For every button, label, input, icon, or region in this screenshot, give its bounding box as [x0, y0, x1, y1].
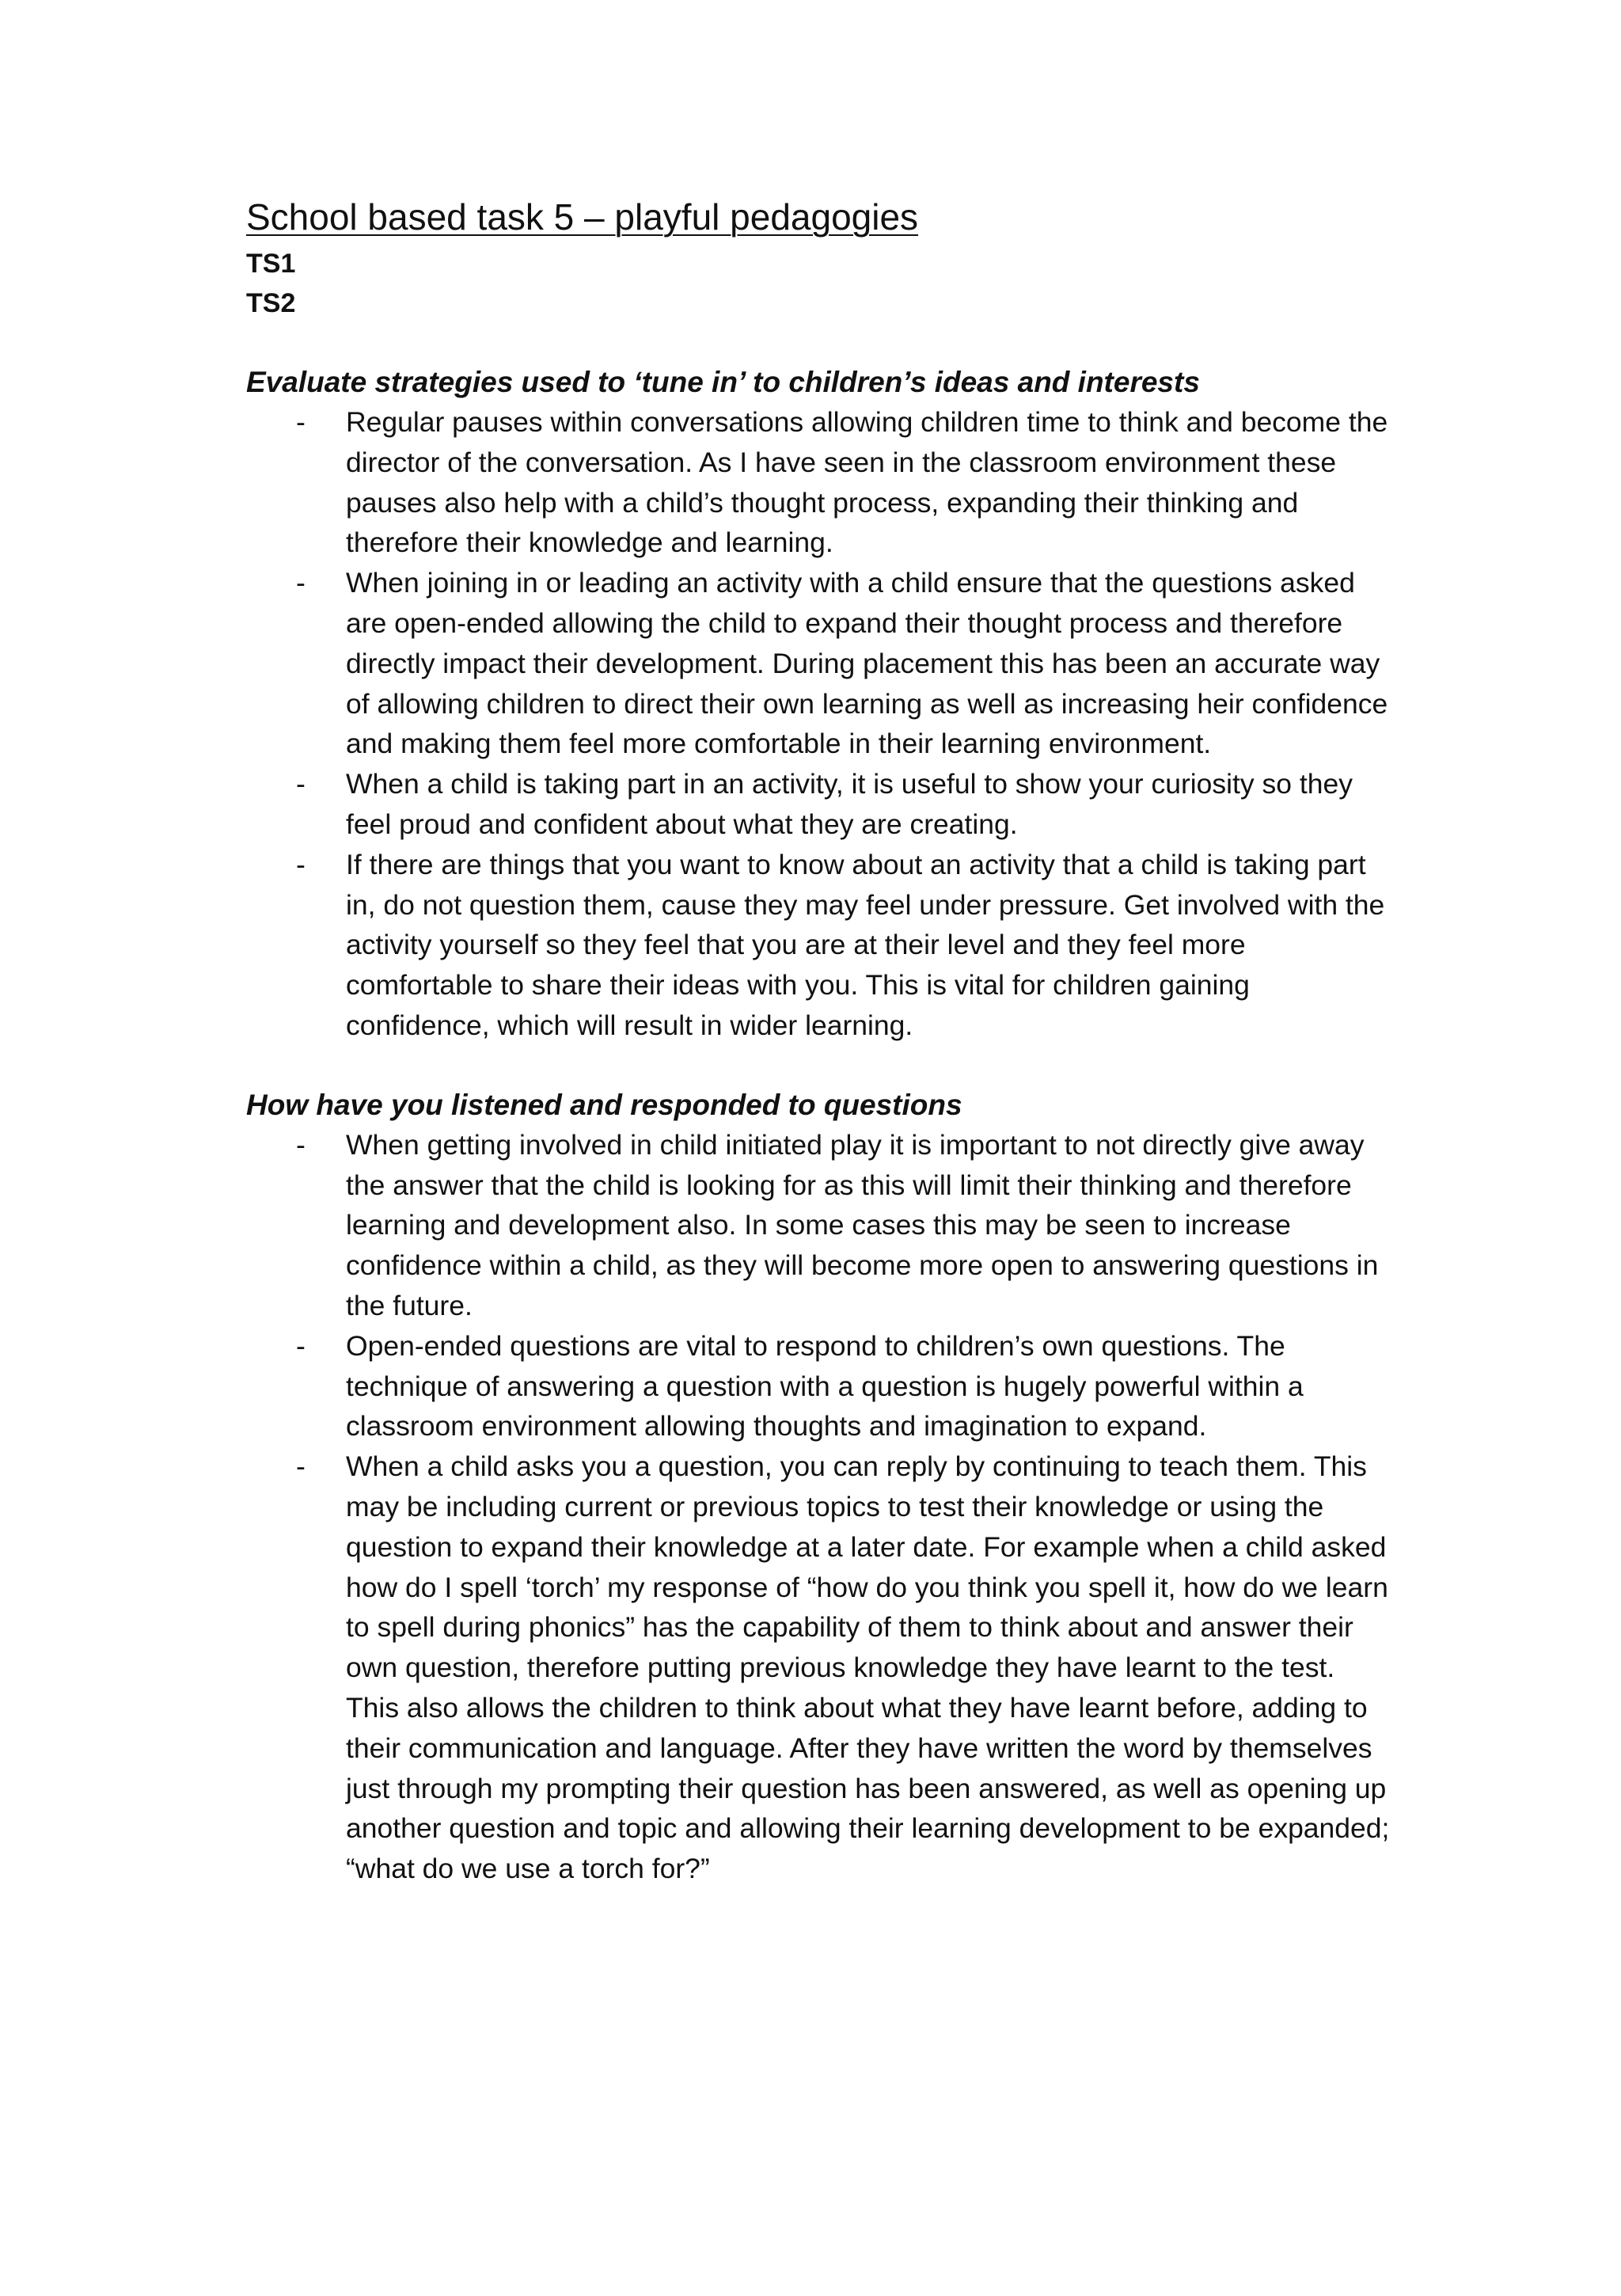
- list-item-text: When a child is taking part in an activity, it is useful to show your curiosity so they feel proud and confident about what they are creating.: [346, 768, 1353, 840]
- bullet-dash: -: [296, 406, 306, 438]
- standard-tag-ts1: TS1: [246, 249, 296, 279]
- bullet-dash: -: [296, 1329, 306, 1362]
- list-item-text: Open-ended questions are vital to respond to children’s own questions. The technique of answering a question with a question is hugely powerful within a classroom environment allowing thoughts and imagination to expand.: [346, 1329, 1304, 1443]
- bullet-dash: -: [296, 1128, 306, 1161]
- standard-tag-ts2: TS2: [246, 288, 296, 318]
- bullet-list: [246, 1125, 1394, 1889]
- list-item-text: When joining in or leading an activity with a child ensure that the questions asked are open-ended allowing the child to expand their thought process and therefore directly impact their development. During placement this has been an accurate way of allowing children to direct their own learning as well as increasing heir confidence and making them feel more comfortable in their learning environment.: [346, 567, 1388, 760]
- section-tune-in: [246, 363, 1394, 1046]
- list-item: [246, 764, 1394, 845]
- bullet-dash: -: [296, 768, 306, 800]
- list-item-text: When getting involved in child initiated play it is important to not directly give away the answer that the child is looking for as this will limit their thinking and therefore learning and development also. In some cases this may be seen to increase confidence within a child, as they will become more open to answering questions in the future.: [346, 1128, 1379, 1321]
- list-item-text: If there are things that you want to know about an activity that a child is taking part in, do not question them, cause they may feel under pressure. Get involved with the activity yourself so they feel that you are at their level and they feel more comfortable to share their ideas with you. This is vital for children gaining confidence, which will result in wider learning.: [346, 848, 1385, 1041]
- bullet-dash: -: [296, 848, 306, 880]
- bullet-list: [246, 402, 1394, 1046]
- section-heading: How have you listened and responded to questions: [246, 1088, 962, 1121]
- section-heading: Evaluate strategies used to ‘tune in’ to children’s ideas and interests: [246, 366, 1200, 398]
- standards-tags: [246, 244, 1394, 323]
- bullet-dash: -: [296, 567, 306, 599]
- list-item: [246, 1446, 1394, 1889]
- bullet-dash: -: [296, 1450, 306, 1483]
- list-item: [246, 402, 1394, 563]
- list-item: [246, 563, 1394, 764]
- list-item-text: Regular pauses within conversations allowing children time to think and become the director of the conversation. As I have seen in the classroom environment these pauses also help with a child’s thought process, expanding their thinking and therefore their knowledge and learning.: [346, 406, 1388, 559]
- list-item: [246, 1125, 1394, 1326]
- list-item: [246, 1326, 1394, 1446]
- list-item: [246, 845, 1394, 1046]
- section-questions: [246, 1085, 1394, 1889]
- document-title: School based task 5 – playful pedagogies: [246, 196, 919, 238]
- list-item-text: When a child asks you a question, you can reply by continuing to teach them. This may be including current or previous topics to test their knowledge or using the question to expand their knowledge at a later date. For example when a child asked how do I spell ‘torch’ my response of “how do you think you spell it, how do we learn to spell during phonics” has the capability of them to think about and answer their own question, therefore putting previous knowledge they have learnt to the test. This also allows the children to think about what they have learnt before, adding to their communication and language. After they have written the word by themselves just through my prompting their question has been answered, as well as opening up another question and topic and allowing their learning development to be expanded; “what do we use a torch for?”: [346, 1450, 1390, 1885]
- document-content: [246, 193, 1394, 1889]
